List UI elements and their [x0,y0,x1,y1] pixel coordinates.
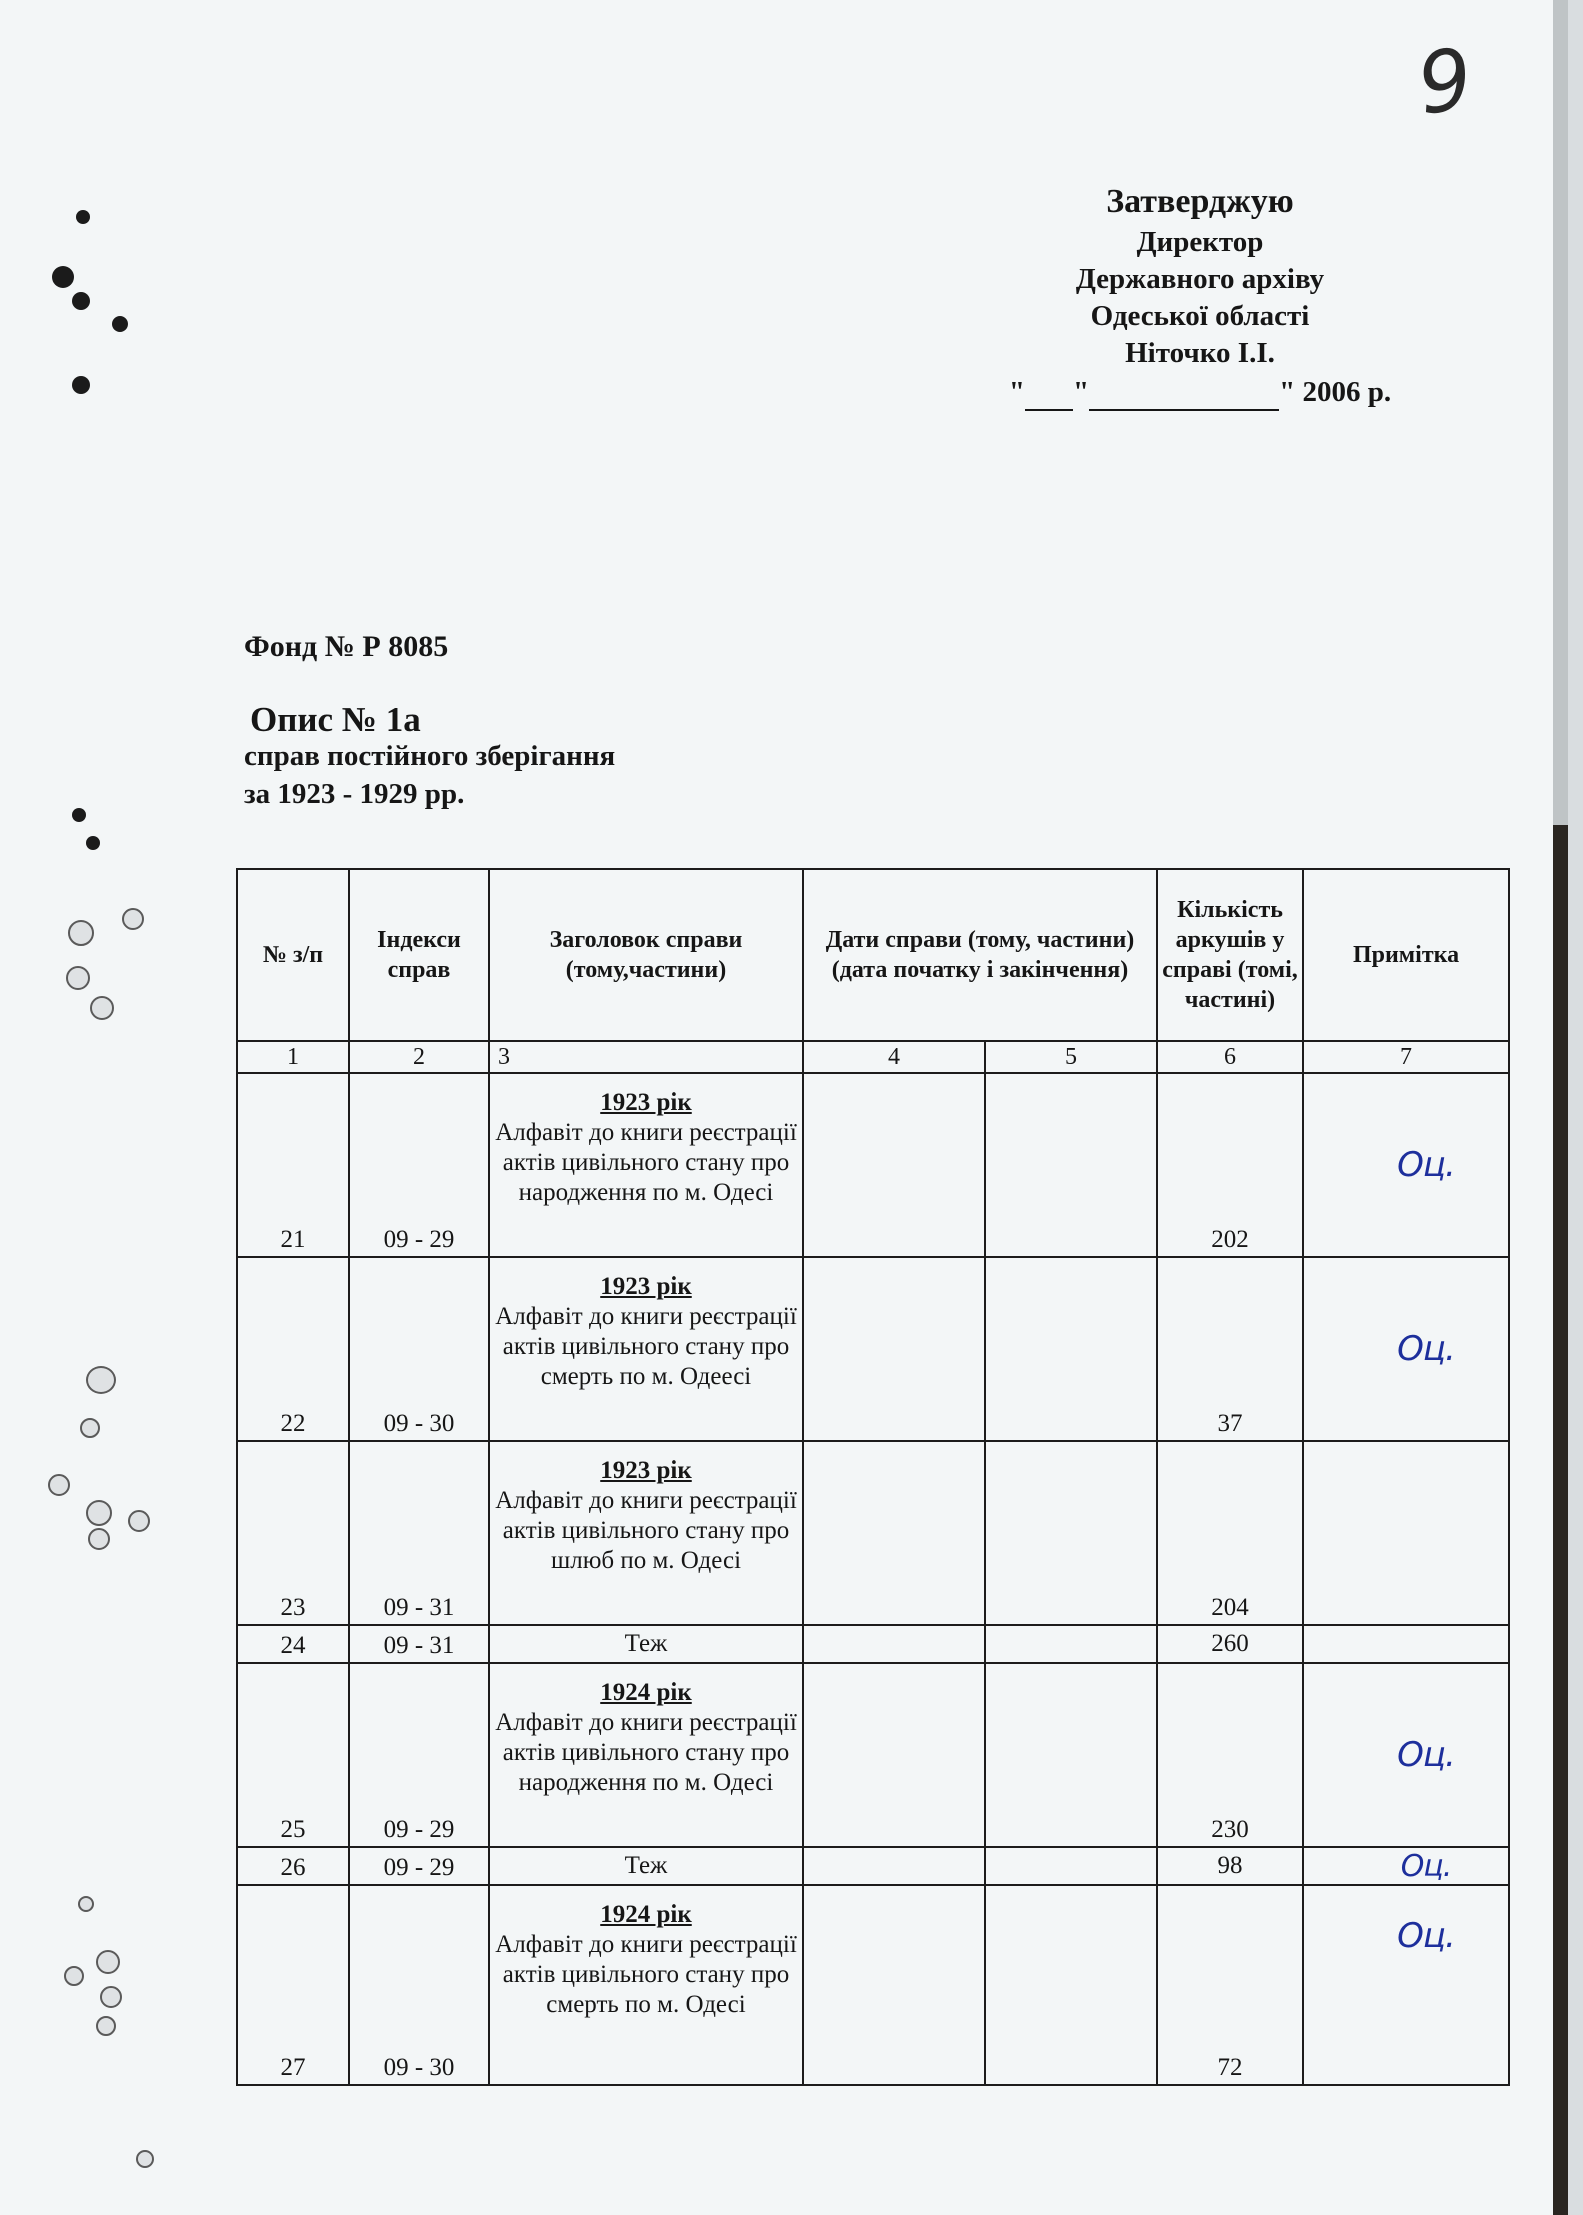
row-sheets: 260 [1157,1625,1303,1663]
punch-hole [122,908,144,930]
row-index: 09 - 31 [349,1441,489,1625]
punch-hole [68,920,94,946]
row-index: 09 - 29 [349,1847,489,1885]
row-date-end [985,1847,1157,1885]
row-year: 1923 рік [600,1273,692,1300]
row-note: Оц. [1303,1257,1509,1441]
punch-hole [48,1474,70,1496]
row-sheets: 204 [1157,1441,1303,1625]
inventory-table [236,868,1508,2086]
row-num: 25 [237,1663,349,1847]
approval-organization: Державного архіву [1075,263,1325,295]
row-title [489,1073,803,1257]
row-date-end [985,1625,1157,1663]
approval-position: Директор [1136,226,1264,258]
punch-hole [78,1896,94,1912]
row-date-start [803,1073,985,1257]
binding-mark [72,376,90,394]
row-title-text: Алфавіт до книги реєстрації актів цивільного стану про смерть по м. Одеесі [495,1303,797,1390]
col-number: 2 [349,1041,489,1073]
punch-hole [96,1950,120,1974]
row-date-start [803,1847,985,1885]
row-title [489,1257,803,1441]
table-row [237,1441,1509,1625]
row-note: Оц. [1303,1885,1509,2085]
col-number: 3 [489,1041,803,1073]
row-year: 1924 рік [600,1679,692,1706]
row-num: 21 [237,1073,349,1257]
row-year: 1924 рік [600,1901,692,1928]
row-year: 1923 рік [600,1089,692,1116]
row-sheets: 72 [1157,1885,1303,2085]
col-number: 4 [803,1041,985,1073]
binding-mark [86,836,100,850]
row-sheets: 98 [1157,1847,1303,1885]
col-number: 1 [237,1041,349,1073]
col-number: 6 [1157,1041,1303,1073]
header-sheets: Кількість аркушів у справі (томі, частині) [1157,869,1303,1041]
row-date-end [985,1441,1157,1625]
punch-hole [96,2016,116,2036]
row-title-text: Теж [489,1625,803,1663]
header-num: № з/п [237,869,349,1041]
binding-mark [76,210,90,224]
row-sheets: 37 [1157,1257,1303,1441]
binding-mark [72,808,86,822]
punch-hole [136,2150,154,2168]
table-row [237,1885,1509,2085]
header-title: Заголовок справи (тому,частини) [489,869,803,1041]
col-number: 7 [1303,1041,1509,1073]
table-row [237,1073,1509,1257]
binding-mark [112,316,128,332]
date-day-blank [1025,385,1073,411]
row-index: 09 - 29 [349,1073,489,1257]
approval-region: Одеської області [1090,300,1310,332]
row-date-end [985,1663,1157,1847]
row-date-end [985,1073,1157,1257]
row-year: 1923 рік [600,1457,692,1484]
row-title [489,1441,803,1625]
row-date-start [803,1625,985,1663]
table-header-row [237,869,1509,1041]
punch-hole [128,1510,150,1532]
approval-date: " " " 2006 р. [990,374,1410,411]
opys-title: Опис № 1а [250,700,421,739]
column-number-row [237,1041,1509,1073]
row-sheets: 230 [1157,1663,1303,1847]
row-num: 26 [237,1847,349,1885]
header-index: Індекси справ [349,869,489,1041]
row-num: 22 [237,1257,349,1441]
row-title-text: Алфавіт до книги реєстрації актів цивільного стану про народження по м. Одесі [495,1119,797,1206]
row-date-end [985,1257,1157,1441]
table-row [237,1625,1509,1663]
binding-mark [52,266,74,288]
row-date-start [803,1663,985,1847]
approval-block [990,180,1410,411]
row-title [489,1663,803,1847]
punch-hole [90,996,114,1020]
row-index: 09 - 30 [349,1257,489,1441]
table-row [237,1847,1509,1885]
row-index: 09 - 30 [349,1885,489,2085]
punch-hole [86,1500,112,1526]
binding-mark [72,292,90,310]
row-note [1303,1625,1509,1663]
punch-hole [86,1366,116,1394]
punch-hole [80,1418,100,1438]
row-title-text: Алфавіт до книги реєстрації актів цивільного стану про шлюб по м. Одесі [495,1487,797,1574]
row-num: 23 [237,1441,349,1625]
header-note: Примітка [1303,869,1509,1041]
opys-subtitle: справ постійного зберігання [244,740,616,772]
opys-period: за 1923 - 1929 рр. [244,778,465,810]
row-date-end [985,1885,1157,2085]
row-note: Оц. [1303,1847,1509,1885]
table-row [237,1257,1509,1441]
row-num: 24 [237,1625,349,1663]
row-date-start [803,1257,985,1441]
row-title [489,1885,803,2085]
row-note: Оц. [1303,1663,1509,1847]
row-date-start [803,1441,985,1625]
punch-hole [88,1528,110,1550]
row-num: 27 [237,1885,349,2085]
table-row [237,1663,1509,1847]
approval-name: Ніточко І.І. [1125,337,1275,369]
row-sheets: 202 [1157,1073,1303,1257]
punch-hole [66,966,90,990]
date-month-blank [1089,385,1279,411]
row-index: 09 - 31 [349,1625,489,1663]
background-edge [1553,825,1568,2215]
approval-title: Затверджую [1106,183,1294,220]
fond-number: Фонд № Р 8085 [244,630,449,663]
punch-hole [64,1966,84,1986]
row-note: Оц. [1303,1073,1509,1257]
row-title-text: Алфавіт до книги реєстрації актів цивільного стану про народження по м. Одесі [495,1709,797,1796]
row-date-start [803,1885,985,2085]
handwritten-page-number: 9 [1411,29,1479,134]
row-title-text: Алфавіт до книги реєстрації актів цивільного стану про смерть по м. Одесі [495,1931,797,2018]
row-title-text: Теж [489,1847,803,1885]
header-dates: Дати справи (тому, частини) (дата початку і закінчення) [803,869,1157,1041]
row-index: 09 - 29 [349,1663,489,1847]
row-note [1303,1441,1509,1625]
col-number: 5 [985,1041,1157,1073]
punch-hole [100,1986,122,2008]
